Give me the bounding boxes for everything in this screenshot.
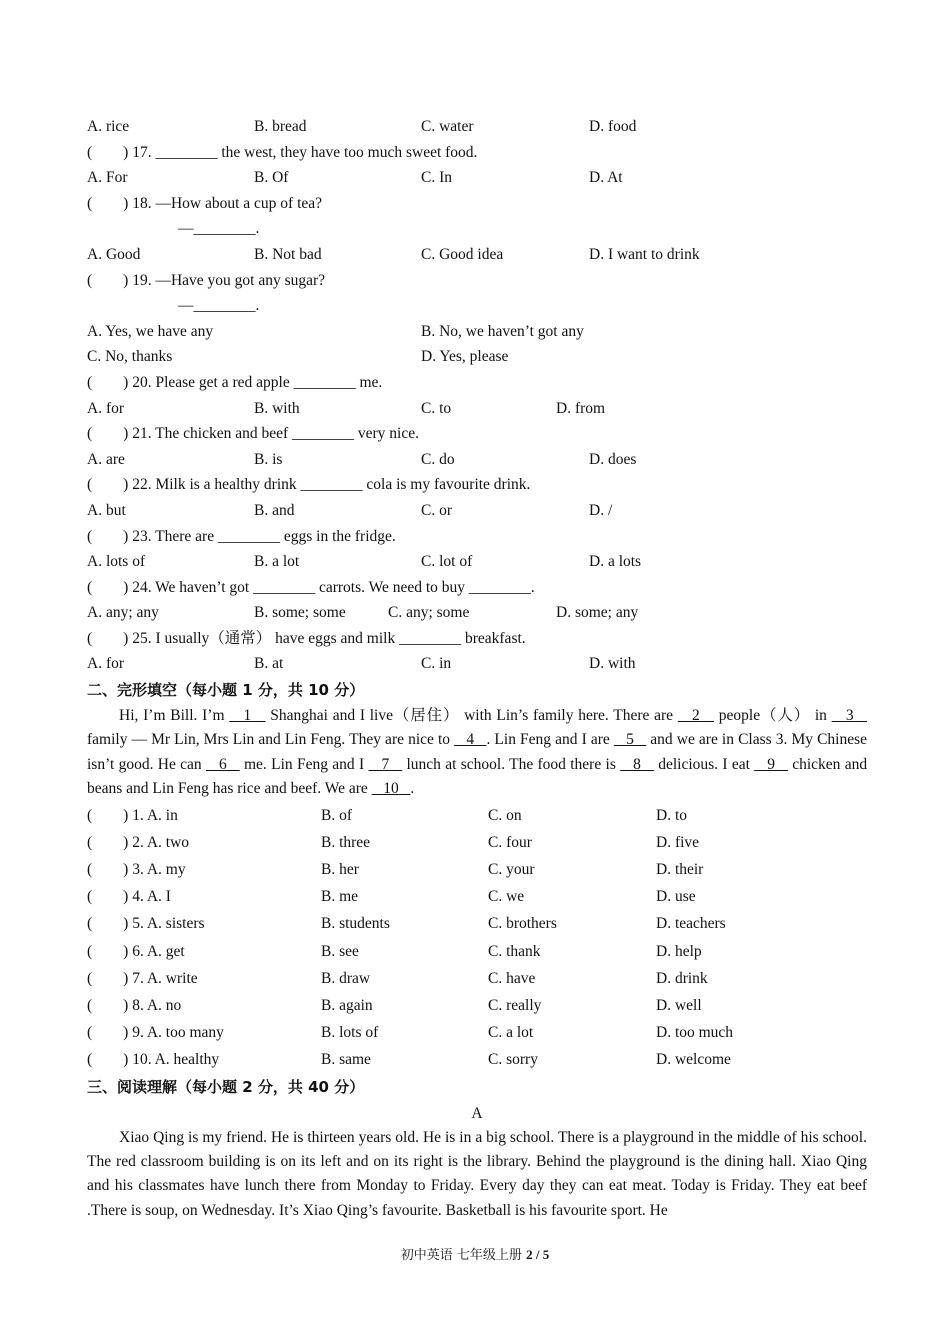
- option: B. see: [321, 942, 359, 960]
- blank-5: 5: [626, 731, 634, 749]
- blank-6: 6: [218, 755, 227, 773]
- option: A. any; any: [87, 604, 159, 622]
- option: ( ) 8. A. no: [87, 997, 182, 1014]
- option: C. a lot: [488, 1024, 534, 1042]
- cloze-item-3: [87, 856, 867, 883]
- option: B. draw: [321, 969, 371, 987]
- option: C. brothers: [488, 915, 557, 933]
- option: C. No, thanks: [87, 348, 173, 366]
- cloze-item-2: [87, 829, 867, 856]
- question-19-reply: —________.: [178, 297, 260, 315]
- option: B. Of: [254, 169, 289, 187]
- question-21: ( ) 21. The chicken and beef ________ very nice.: [87, 425, 419, 443]
- option: B. some; some: [254, 604, 346, 622]
- question-25: ( ) 25. I usually（通常） have eggs and milk ________ breakfast.: [87, 629, 526, 647]
- reading-passage-a: Xiao Qing is my friend. He is thirteen years old. He is in a big school. There is a playground in the middle of his school. The red classroom building is on its left and on its right is the library. Behind the playground is the dining hall. Xiao Qing and his classmates have lunch there from Monday to Friday. Every day they can eat meat. Today is Friday. They eat beef .There is soup, on Wednesday. It’s Xiao Qing’s favourite. Basketball is his favourite sport. He: [87, 1128, 867, 1219]
- cloze-item-7: [87, 965, 867, 992]
- option: B. me: [321, 888, 359, 906]
- option: C. In: [421, 169, 452, 187]
- option: ( ) 9. A. too many: [87, 1024, 224, 1042]
- option: A. but: [87, 501, 126, 519]
- passage-text: and we are in Class 3. My Chinese isn’t good. He can: [87, 731, 868, 773]
- option: ( ) 7. A. write: [87, 969, 198, 987]
- page-number: 2 / 5: [526, 1247, 550, 1262]
- q23-options: [87, 549, 867, 575]
- option: D. some; any: [556, 604, 639, 622]
- footer-text: 初中英语 七年级上册: [400, 1248, 522, 1263]
- passage-text: lunch at school. The food there is: [406, 755, 616, 773]
- option: B. bread: [254, 118, 307, 135]
- option: D. a lots: [589, 553, 642, 571]
- option: A. for: [87, 399, 125, 417]
- blank-4: 4: [466, 731, 475, 749]
- option: ( ) 10. A. healthy: [87, 1051, 220, 1069]
- q18-options: [87, 242, 867, 268]
- option: D. their: [656, 861, 704, 879]
- passage-text: delicious. I eat: [658, 755, 750, 773]
- option: B. No, we haven’t got any: [421, 322, 584, 340]
- q25-options: [87, 651, 867, 677]
- passage-text: Hi, I’m Bill. I’m: [119, 707, 225, 725]
- section-title-cloze: 二、完形填空（每小题 1 分，共 10 分）: [87, 681, 365, 700]
- q21-options: [87, 447, 867, 473]
- option: B. and: [254, 501, 295, 519]
- section-title-reading: 三、阅读理解（每小题 2 分，共 40 分）: [87, 1077, 365, 1096]
- option: C. Good idea: [421, 245, 504, 263]
- q22-options: [87, 498, 867, 524]
- option: D. with: [589, 655, 636, 673]
- option: C. do: [421, 450, 455, 468]
- q17-options: [87, 165, 867, 191]
- option: C. water: [421, 118, 474, 135]
- passage-label: A: [471, 1104, 483, 1122]
- option: B. is: [254, 450, 283, 468]
- option: C. your: [488, 861, 535, 879]
- option: A. lots of: [87, 553, 146, 571]
- option: B. Not bad: [254, 245, 322, 263]
- option: A. For: [87, 169, 128, 187]
- option: B. three: [321, 833, 371, 851]
- option: ( ) 3. A. my: [87, 861, 186, 879]
- option: C. any; some: [388, 604, 470, 622]
- option: C. four: [488, 833, 532, 851]
- exam-page: [87, 114, 867, 1223]
- option: C. in: [421, 655, 452, 673]
- q24-options: [87, 600, 867, 626]
- option: B. students: [321, 915, 390, 933]
- option: A. rice: [87, 118, 130, 135]
- option: C. or: [421, 501, 452, 519]
- option: B. same: [321, 1051, 371, 1069]
- cloze-item-8: [87, 992, 867, 1019]
- question-17: ( ) 17. ________ the west, they have too much sweet food.: [87, 143, 478, 161]
- option: D. food: [589, 118, 637, 135]
- option: D. help: [656, 942, 702, 960]
- option: B. lots of: [321, 1024, 379, 1042]
- q20-options: [87, 396, 867, 422]
- option: ( ) 6. A. get: [87, 942, 185, 960]
- option: D. too much: [656, 1024, 734, 1042]
- option: A. are: [87, 450, 125, 468]
- option: A. Yes, we have any: [87, 322, 214, 340]
- option: C. sorry: [488, 1051, 538, 1069]
- blank-1: 1: [243, 707, 252, 725]
- option: D. I want to drink: [589, 245, 700, 263]
- option: ( ) 4. A. I: [87, 888, 171, 906]
- cloze-item-1: [87, 802, 867, 829]
- blank-9: 9: [767, 755, 775, 773]
- option: B. with: [254, 399, 300, 417]
- option: D. welcome: [656, 1051, 731, 1069]
- question-22: ( ) 22. Milk is a healthy drink ________ cola is my favourite drink.: [87, 476, 531, 494]
- question-24: ( ) 24. We haven’t got ________ carrots. We need to buy ________.: [87, 578, 535, 596]
- passage-text: chicken and beans and Lin Feng has rice and beef. We are: [87, 755, 868, 798]
- blank-2: 2: [692, 707, 700, 725]
- option: C. have: [488, 969, 536, 987]
- cloze-item-6: [87, 938, 867, 965]
- option: B. her: [321, 861, 359, 879]
- question-19: ( ) 19. —Have you got any sugar?: [87, 271, 326, 289]
- passage-text: . Lin Feng and I are: [486, 731, 610, 749]
- option: B. again: [321, 997, 373, 1014]
- question-23: ( ) 23. There are ________ eggs in the fridge.: [87, 527, 396, 545]
- option: D. from: [556, 399, 606, 417]
- option: D. well: [656, 997, 702, 1014]
- q19-options-cd: [87, 344, 867, 370]
- option: D. teachers: [656, 915, 726, 933]
- cloze-item-9: [87, 1019, 867, 1046]
- cloze-options: [87, 802, 867, 1074]
- option: D. to: [656, 806, 687, 824]
- option: D. drink: [656, 969, 708, 987]
- option: B. at: [254, 655, 284, 673]
- blank-3: 3: [845, 707, 854, 725]
- option: C. thank: [488, 942, 541, 960]
- passage-text: family — Mr Lin, Mrs Lin and Lin Feng. They are nice to: [87, 731, 451, 749]
- option: D. does: [589, 450, 637, 468]
- question-20: ( ) 20. Please get a red apple ________ me.: [87, 373, 383, 391]
- question-18: ( ) 18. —How about a cup of tea?: [87, 194, 323, 212]
- option: D. Yes, please: [421, 348, 509, 366]
- passage-text: Shanghai and I live（居住） with Lin’s family here. There are: [270, 707, 674, 725]
- option: ( ) 5. A. sisters: [87, 915, 205, 933]
- cloze-item-5: [87, 910, 867, 937]
- option: D. /: [589, 501, 613, 519]
- passage-text: .: [410, 780, 415, 798]
- option: B. a lot: [254, 553, 300, 571]
- option: B. of: [321, 806, 352, 824]
- cloze-item-10: [87, 1046, 867, 1073]
- option: D. At: [589, 169, 623, 187]
- option: D. five: [656, 833, 700, 851]
- question-18-reply: —________.: [178, 220, 260, 238]
- option: C. on: [488, 806, 522, 824]
- q16-options: [87, 114, 867, 140]
- option: C. lot of: [421, 553, 473, 571]
- option: A. Good: [87, 245, 141, 263]
- option: C. to: [421, 399, 452, 417]
- option: D. use: [656, 888, 696, 906]
- blank-10: 10: [383, 780, 399, 798]
- blank-8: 8: [633, 755, 641, 773]
- cloze-item-4: [87, 883, 867, 910]
- option: C. we: [488, 888, 525, 906]
- cloze-passage: [87, 704, 867, 802]
- q19-options-ab: [87, 319, 867, 345]
- passage-text: me. Lin Feng and I: [244, 755, 365, 773]
- option: A. for: [87, 655, 125, 673]
- blank-7: 7: [381, 755, 390, 773]
- option: ( ) 1. A. in: [87, 806, 178, 824]
- option: ( ) 2. A. two: [87, 833, 190, 851]
- option: C. really: [488, 997, 542, 1014]
- page-footer: [0, 1244, 950, 1263]
- passage-text: people（人） in: [718, 707, 827, 725]
